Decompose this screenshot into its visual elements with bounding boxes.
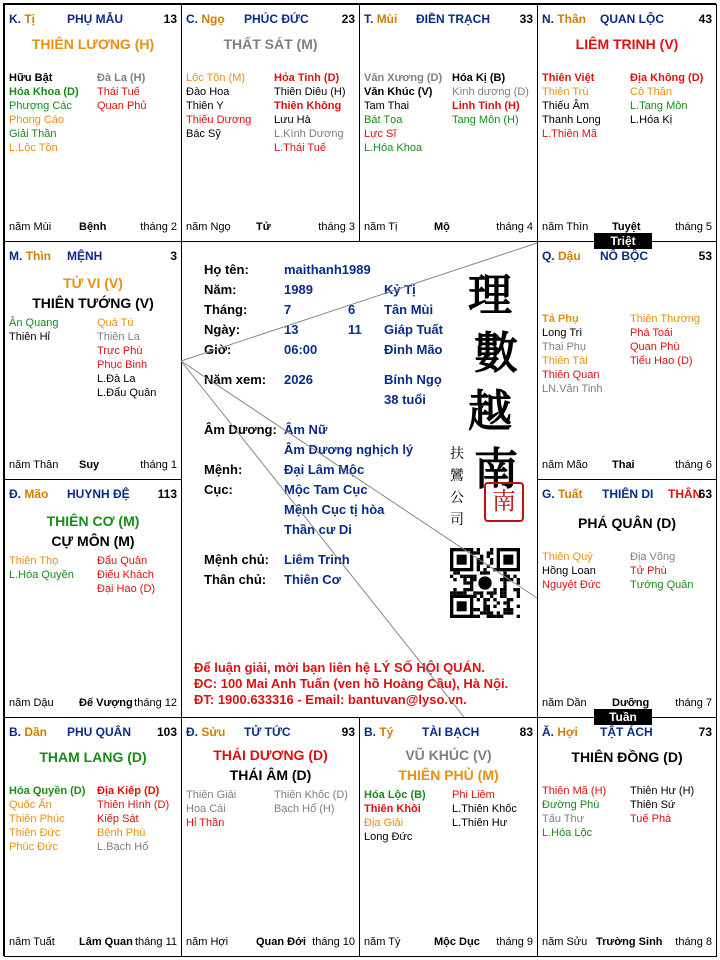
earthly-branch: Dần <box>24 725 48 739</box>
star: Lộc Tồn (M) <box>186 72 246 84</box>
star: Thiên Trù <box>542 86 589 98</box>
palace-number: 53 <box>698 249 712 263</box>
star: Phượng Các <box>9 100 72 112</box>
life-stage: Quan Đới <box>256 936 306 948</box>
year-label: năm Tị <box>364 221 398 233</box>
month-label: tháng 3 <box>318 221 355 233</box>
tam-hop-line <box>181 243 537 361</box>
palace-name: QUAN LỘC <box>600 12 664 26</box>
calligraphy-sub-char: 鸞 <box>450 468 464 484</box>
year-label: năm Mão <box>542 459 588 471</box>
star: Thiên Đức <box>9 827 61 839</box>
life-stage: Tuyệt <box>612 221 641 233</box>
palace-name: NÔ BỘC <box>600 249 648 263</box>
info-value-line2: Mệnh Cục tị hòa <box>284 502 385 517</box>
earthly-branch: Mão <box>24 487 49 501</box>
star: Trực Phù <box>97 345 143 357</box>
star: Quan Phủ <box>97 100 147 112</box>
star: Tam Thai <box>364 100 410 112</box>
heavenly-stem: C. <box>186 12 198 26</box>
year-label: năm Hợi <box>186 936 229 948</box>
star: Nguyệt Đức <box>542 579 601 591</box>
year-label: năm Tý <box>364 936 401 948</box>
info-label: Mệnh: <box>204 462 243 477</box>
info-canchi: Bính Ngọ <box>384 372 442 387</box>
main-star: TỬ VI (V) <box>63 275 123 291</box>
star: Long Trì <box>542 327 583 339</box>
year-label: năm Mùi <box>9 221 52 233</box>
star: Đường Phù <box>542 799 600 811</box>
info-value: 7 <box>284 302 292 317</box>
star: Thiếu Âm <box>542 100 590 112</box>
star: Tử Phù <box>630 565 667 577</box>
calligraphy-sub-char: 公 <box>450 490 464 506</box>
star: Thiên Y <box>186 100 224 112</box>
life-stage: Đế Vượng <box>79 697 133 709</box>
star: Phá Toái <box>630 327 673 339</box>
info-value: Thiên Cơ <box>284 572 341 587</box>
earthly-branch: Tuất <box>558 487 583 501</box>
star: Hóa Khoa (D) <box>9 86 79 98</box>
info-label: Ngày: <box>204 322 241 337</box>
palace-name: PHỤ MẪU <box>67 12 123 26</box>
year-label: năm Thân <box>9 459 59 471</box>
info-label: Mệnh chủ: <box>204 552 269 567</box>
star: Văn Xương (D) <box>364 72 443 84</box>
star: Quốc Ấn <box>9 799 52 811</box>
life-stage: Suy <box>79 459 100 471</box>
star: Thiên Không <box>274 100 342 112</box>
main-star: THIÊN ĐỒNG (D) <box>571 749 683 765</box>
palace-name: HUYNH ĐỆ <box>67 487 130 501</box>
heavenly-stem: N. <box>542 12 554 26</box>
star: Quả Tú <box>97 317 134 329</box>
star: Thiên Sứ <box>630 799 676 811</box>
month-label: tháng 2 <box>140 221 177 233</box>
star: Thiên Quan <box>542 369 600 381</box>
month-label: tháng 1 <box>140 459 177 471</box>
star: Tả Phụ <box>542 313 579 325</box>
main-star: PHÁ QUÂN (D) <box>578 515 676 531</box>
month-label: tháng 7 <box>675 697 712 709</box>
heavenly-stem: B. <box>364 725 376 739</box>
month-label: tháng 8 <box>675 936 712 948</box>
life-stage: Lâm Quan <box>79 936 133 948</box>
info-label: Âm Dương: <box>204 422 277 437</box>
info-label: Năm: <box>204 282 237 297</box>
star: Linh Tinh (H) <box>452 100 520 112</box>
star: L.Hóa Lộc <box>542 827 593 839</box>
star: Bát Tọa <box>364 114 403 126</box>
star: Kình dương (D) <box>452 86 529 98</box>
info-value: Liêm Trinh <box>284 552 350 567</box>
info-canchi: Đinh Mão <box>384 342 443 357</box>
star: Hỉ Thần <box>186 817 225 829</box>
star: L.Bạch Hổ <box>97 841 149 853</box>
star: L.Hóa Kị <box>630 114 673 126</box>
calligraphy-char: 南 <box>474 444 518 495</box>
heavenly-stem: K. <box>9 12 21 26</box>
star: Địa Giải <box>364 817 404 829</box>
star: Thiên Quý <box>542 551 593 563</box>
palace-number: 33 <box>519 12 533 26</box>
star: Thiên Hỉ <box>9 331 50 343</box>
star: L.Thiên Mã <box>542 128 598 140</box>
star: Hỏa Tinh (D) <box>274 72 340 84</box>
life-stage: Bệnh <box>79 221 107 233</box>
life-stage: Trường Sinh <box>596 936 663 948</box>
star: L.Thái Tuế <box>274 142 326 154</box>
info-value: Âm Nữ <box>284 422 328 437</box>
month-label: tháng 5 <box>675 221 712 233</box>
year-label: năm Thìn <box>542 221 589 233</box>
tuan-tag: Tuần <box>594 709 652 725</box>
palace-number: 113 <box>157 487 177 501</box>
star: L.Tang Môn <box>630 100 688 112</box>
star: Tiểu Hao (D) <box>630 355 693 367</box>
star: L.Lộc Tồn <box>9 142 58 154</box>
main-star: THẤT SÁT (M) <box>223 36 318 52</box>
info-value: 06:00 <box>284 342 318 357</box>
red-seal: 南 <box>484 482 524 522</box>
main-star: VŨ KHÚC (V) <box>405 747 492 763</box>
palace-name: THIÊN DI <box>602 487 654 501</box>
info-label: Tháng: <box>204 302 248 317</box>
palace-name: PHU QUÂN <box>67 725 132 739</box>
month-label: tháng 6 <box>675 459 712 471</box>
main-star: LIÊM TRINH (V) <box>575 36 679 52</box>
contact-line: ĐT: 1900.633316 - Email: bantuvan@lyso.vn. <box>194 692 467 707</box>
star: Thiên Hư (H) <box>630 785 695 797</box>
star: Phúc Đức <box>9 841 58 853</box>
star: Thiên Tài <box>542 355 588 367</box>
month-label: tháng 4 <box>496 221 533 233</box>
life-stage: Thai <box>612 459 635 471</box>
month-label: tháng 9 <box>496 936 533 948</box>
heavenly-stem: Q. <box>542 249 555 263</box>
star: Hóa Lộc (B) <box>364 789 426 801</box>
year-label: năm Dần <box>542 697 587 709</box>
star: Lưu Hà <box>274 114 311 126</box>
star: Phục Binh <box>97 359 148 371</box>
heavenly-stem: G. <box>542 487 555 501</box>
heavenly-stem: T. <box>364 12 374 26</box>
earthly-branch: Sửu <box>201 725 226 739</box>
star: Thiên Mã (H) <box>542 785 607 797</box>
star: Giải Thần <box>9 128 57 140</box>
month-label: tháng 12 <box>134 697 177 709</box>
palace-number: 3 <box>170 249 177 263</box>
star: Thiếu Dương <box>186 114 252 126</box>
star: Tướng Quân <box>630 579 694 591</box>
info-value: Đại Lâm Mộc <box>284 462 365 477</box>
palace-name: TÀI BẠCH <box>422 725 480 739</box>
year-label: năm Sửu <box>542 936 588 948</box>
star: LN.Văn Tinh <box>542 383 603 395</box>
life-stage: Dưỡng <box>612 697 650 709</box>
year-label: năm Ngọ <box>186 221 231 233</box>
star: Hữu Bật <box>9 72 53 84</box>
earthly-branch: Dậu <box>558 249 581 263</box>
star: L.Đà La <box>97 373 136 385</box>
contact-line: ĐC: 100 Mai Anh Tuấn (ven hồ Hoàng Cầu), Hà Nội. <box>194 676 509 691</box>
star: Điếu Khách <box>97 569 154 581</box>
star: Đào Hoa <box>186 86 230 98</box>
main-star: THIÊN PHỦ (M) <box>398 767 499 783</box>
star: L.Hóa Khoa <box>364 142 423 154</box>
info-value: Mộc Tam Cục <box>284 482 368 497</box>
star: Thiên La <box>97 331 140 343</box>
calligraphy-char: 越 <box>468 386 512 437</box>
star: Hồng Loan <box>542 565 596 577</box>
palace-number: 23 <box>341 12 355 26</box>
star: Đại Hao (D) <box>97 583 156 595</box>
palace-number: 13 <box>163 12 177 26</box>
main-star: CỰ MÔN (M) <box>51 533 135 549</box>
life-stage: Mộc Dục <box>434 936 480 948</box>
star: Thiên Thương <box>630 313 701 325</box>
info-value-line3: Thần cư Di <box>284 522 352 537</box>
triet-tag: Triệt <box>594 233 652 249</box>
main-star: THAM LANG (D) <box>39 749 147 765</box>
heavenly-stem: B. <box>9 725 21 739</box>
star: Bạch Hổ (H) <box>274 803 335 815</box>
star: L.Thiên Khốc <box>452 803 517 815</box>
earthly-branch: Tị <box>24 12 36 26</box>
info-canchi: Giáp Tuất <box>384 322 443 337</box>
palace-number: 83 <box>519 725 533 739</box>
palace-name: MỆNH <box>67 249 103 263</box>
main-star: THÁI DƯƠNG (D) <box>213 747 328 763</box>
month-label: tháng 11 <box>134 936 177 948</box>
star: L.Hóa Quyền <box>9 569 74 581</box>
star: Đẩu Quân <box>97 555 148 567</box>
life-stage: Tử <box>256 221 271 233</box>
main-star: THIÊN CƠ (M) <box>46 513 140 529</box>
star: Thiên Diêu (H) <box>274 86 346 98</box>
star: Ân Quang <box>9 317 59 329</box>
star: Tang Môn (H) <box>452 114 519 126</box>
heavenly-stem: Ă. <box>542 725 554 739</box>
palace-number: 93 <box>341 725 355 739</box>
star: Hóa Kị (B) <box>452 72 506 84</box>
star: Tấu Thư <box>542 813 585 825</box>
main-star: THIÊN TƯỚNG (V) <box>32 295 154 311</box>
star: Lực Sĩ <box>364 128 397 140</box>
star: Cô Thần <box>630 86 672 98</box>
star: Thai Phụ <box>542 341 587 353</box>
palace-name: TỬ TỨC <box>244 725 291 739</box>
star: Thiên Hình (D) <box>97 799 170 811</box>
palace-than-marker: THÂN <box>668 487 702 501</box>
star: Long Đức <box>364 831 413 843</box>
info-label: Thân chủ: <box>204 572 267 587</box>
star: Kiếp Sát <box>97 813 139 825</box>
main-star: THIÊN LƯƠNG (H) <box>31 36 155 52</box>
info-label: Cục: <box>204 482 233 497</box>
star: Địa Kiếp (D) <box>97 785 160 797</box>
star: Hóa Quyền (D) <box>9 785 86 797</box>
info-value-lunar: 6 <box>348 302 356 317</box>
info-label: Năm xem: <box>204 372 267 387</box>
heavenly-stem: Đ. <box>186 725 198 739</box>
palace-number: 43 <box>698 12 712 26</box>
earthly-branch: Thân <box>557 12 587 26</box>
earthly-branch: Ngọ <box>201 12 225 26</box>
star: L.Thiên Hư <box>452 817 508 829</box>
star: Thiên Khôi <box>364 803 421 815</box>
palace-name: ĐIỀN TRẠCH <box>416 12 490 26</box>
heavenly-stem: Đ. <box>9 487 21 501</box>
info-label: Giờ: <box>204 342 232 357</box>
heavenly-stem: M. <box>9 249 23 263</box>
info-value: 13 <box>284 322 299 337</box>
star: Thiên Việt <box>542 72 595 84</box>
main-star: THÁI ÂM (D) <box>229 767 312 783</box>
star: Thiên Thọ <box>9 555 59 567</box>
earthly-branch: Hợi <box>557 725 578 739</box>
year-label: năm Dậu <box>9 697 54 709</box>
palace-number: 63 <box>698 487 712 501</box>
info-value: 2026 <box>284 372 313 387</box>
month-label: tháng 10 <box>312 936 355 948</box>
palace-name: PHÚC ĐỨC <box>244 12 309 26</box>
star: Địa Không (D) <box>630 72 704 84</box>
earthly-branch: Mùi <box>376 12 398 26</box>
star: Quan Phù <box>630 341 680 353</box>
star: Văn Khúc (V) <box>364 86 433 98</box>
tam-hop-line <box>181 361 464 717</box>
info-value: 1989 <box>284 282 313 297</box>
star: Thiên Giải <box>186 789 237 801</box>
star: L.Đẩu Quân <box>97 387 157 399</box>
info-label: Họ tên: <box>204 262 249 277</box>
year-label: năm Tuất <box>9 936 55 948</box>
life-stage: Mộ <box>434 221 450 233</box>
info-age: 38 tuổi <box>384 392 426 407</box>
earthly-branch: Tý <box>379 725 394 739</box>
earthly-branch: Thìn <box>25 249 52 263</box>
star: Phi Liêm <box>452 789 495 801</box>
star: Thái Tuế <box>97 86 140 98</box>
info-value-line2: Âm Dương nghịch lý <box>284 442 414 457</box>
star: L.Kình Dương <box>274 128 344 140</box>
palace-number: 73 <box>698 725 712 739</box>
star: Địa Võng <box>630 551 676 563</box>
calligraphy-char: 理 <box>468 270 512 321</box>
star: Thiên Khốc (D) <box>274 789 348 801</box>
tam-hop-line <box>181 361 537 598</box>
info-value-lunar: 11 <box>348 322 362 337</box>
star: Bệnh Phù <box>97 827 146 839</box>
star: Phong Cáo <box>9 114 65 126</box>
palace-number: 103 <box>156 725 177 739</box>
star: Bác Sỹ <box>186 128 221 140</box>
calligraphy-char: 數 <box>474 328 518 379</box>
contact-line: Để luận giải, mời bạn liên hệ LÝ SỐ HỘI QUÁN. <box>194 660 485 675</box>
calligraphy-sub-char: 扶 <box>450 446 464 462</box>
info-canchi: Kỷ Tị <box>384 282 416 297</box>
info-value: maithanh1989 <box>284 262 371 277</box>
star: Thanh Long <box>542 114 601 126</box>
calligraphy-sub-char: 司 <box>450 512 464 528</box>
palace-name: TẬT ÁCH <box>600 725 653 739</box>
star: Tuế Phá <box>630 813 672 825</box>
star: Hoa Cái <box>186 803 226 815</box>
info-canchi: Tân Mùi <box>384 302 434 317</box>
star: Đà La (H) <box>97 72 146 84</box>
star: Thiên Phúc <box>9 813 65 825</box>
